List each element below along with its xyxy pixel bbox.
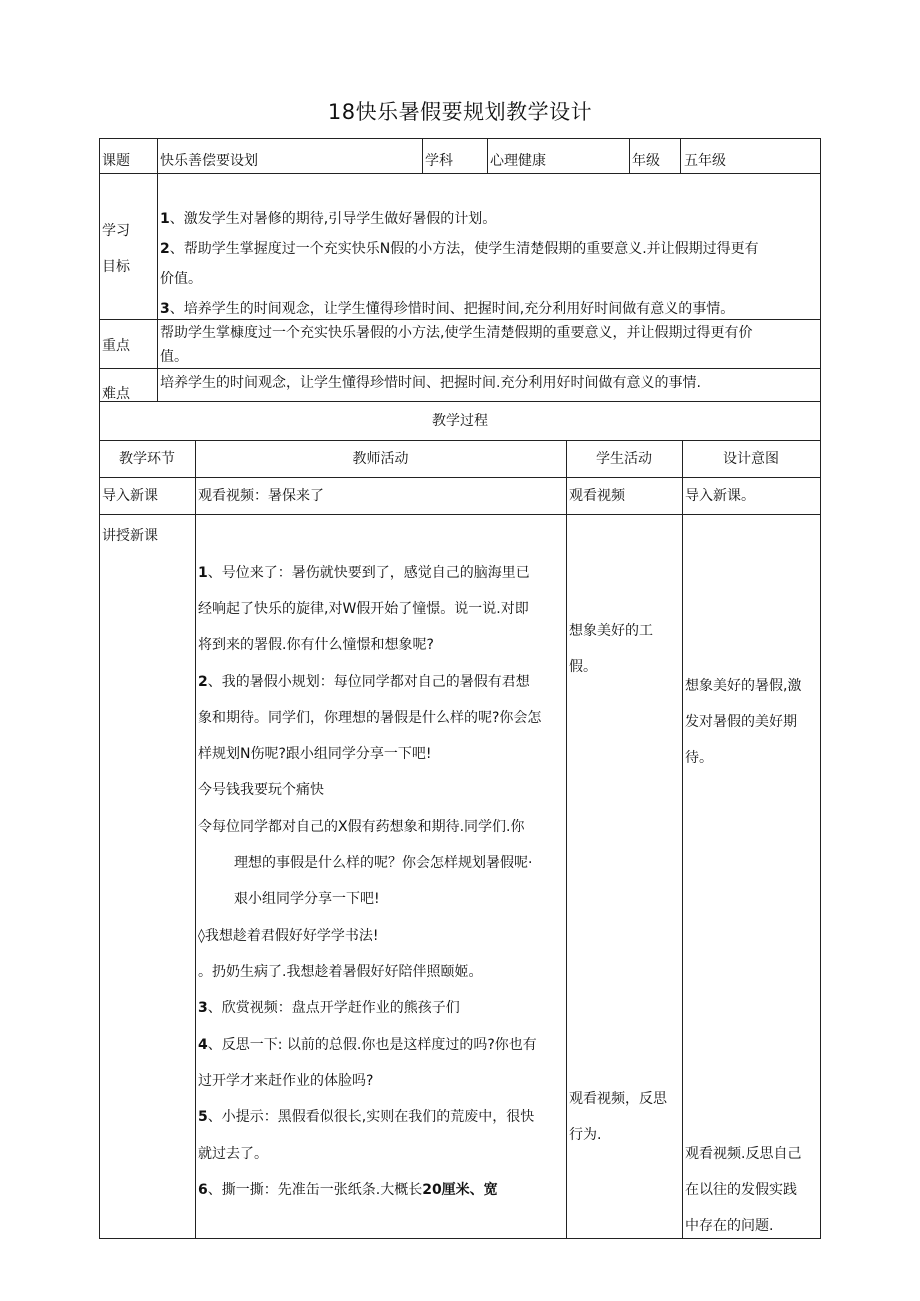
goal-text: 、激发学生对暑修的期待,引导学生做好暑假的计划。 bbox=[169, 211, 497, 227]
subject-value: 心理健康 bbox=[490, 153, 546, 169]
item-number: 2 bbox=[198, 674, 208, 690]
goal-text: 、培养学生的时间观念，让学生懂得珍惜时间、把握时间,充分利用好时间做有意义的事情。 bbox=[169, 301, 735, 317]
intro-intent: 导入新课。 bbox=[685, 488, 755, 504]
teacher-line: 今号钱我要玩个痛快 bbox=[198, 782, 324, 798]
design-intent-line: 在以往的发假实践 bbox=[685, 1182, 797, 1198]
teacher-line: 。扔奶生病了.我想趁着暑假好好陪伴照颐姬。 bbox=[198, 964, 483, 980]
teacher-text-continued: 20厘米、宽 bbox=[422, 1182, 498, 1198]
header-stage: 教学环节 bbox=[119, 451, 175, 467]
goal-text: 、帮助学生掌握度过一个充实快乐N假的小方法，使学生清楚假期的重要意义.并让假期过得更有 bbox=[169, 241, 759, 257]
header-intent: 设计意图 bbox=[723, 451, 779, 467]
teacher-line bbox=[198, 673, 530, 691]
teacher-line bbox=[198, 1108, 534, 1126]
grade-label: 年级 bbox=[632, 153, 660, 169]
item-number: 6 bbox=[198, 1182, 208, 1198]
difficulty-label: 难点 bbox=[102, 386, 130, 402]
student-activity-line: 观看视频，反思 bbox=[569, 1091, 667, 1107]
design-intent-line: 发对暑假的美好期 bbox=[685, 714, 797, 730]
teacher-text: 、我的暑假小规划：每位同学都对自己的暑假有君想 bbox=[207, 674, 530, 690]
intro-teacher: 观看视频：暑保来了 bbox=[198, 488, 324, 504]
intro-stage: 导入新课 bbox=[102, 488, 158, 504]
teacher-line: 理想的事假是什么样的呢？你会怎样规划暑假呢· bbox=[234, 855, 533, 871]
teacher-text: 、反思一下: 以前的总假.你也是这样度过的吗?你也有 bbox=[207, 1037, 537, 1053]
teacher-text: 、撕一撕：先准缶一张纸条.大概长 bbox=[207, 1182, 423, 1198]
key-point-line1: 帮助学生掌槺度过一个充实快乐暑假的小方法,使学生清楚假期的重要意义，并让假期过得更有价 bbox=[160, 325, 753, 341]
lesson-stage: 讲授新课 bbox=[102, 528, 158, 544]
teacher-line: 样规划N伤呢?跟小组同学分享一下吧! bbox=[198, 746, 432, 762]
teacher-line: 象和期待。同学们，你理想的暑假是什么样的呢?你会怎 bbox=[198, 710, 542, 726]
teacher-line: 艰小组同学分享一下吧! bbox=[234, 891, 380, 907]
teacher-text: 、欣赏视频：盘点开学赶作业的熊孩子们 bbox=[207, 1000, 460, 1016]
item-number: 4 bbox=[198, 1037, 208, 1053]
teacher-line bbox=[198, 1036, 537, 1054]
teacher-text: 、号位来了：暑伤就快要到了，感觉自己的脑海里已 bbox=[207, 565, 530, 581]
student-activity-line: 假。 bbox=[569, 659, 597, 675]
goal-item-3 bbox=[160, 300, 734, 318]
goal-item-2-continued: 价值。 bbox=[160, 271, 202, 287]
teacher-line: 就过去了。 bbox=[198, 1146, 268, 1162]
teacher-line: 过开学才来赶作业的体脸吗? bbox=[198, 1073, 374, 1089]
teacher-line bbox=[198, 1181, 498, 1199]
goals-label-line2: 目标 bbox=[102, 259, 130, 275]
teacher-line: 令每位同学都对自己的X假有药想象和期待.同学们.你 bbox=[198, 819, 525, 835]
item-number: 5 bbox=[198, 1109, 208, 1125]
grade-value: 五年级 bbox=[684, 153, 726, 169]
difficulty-text: 培养学生的时间观念，让学生懂得珍惜时间、把握时间.充分利用好时间做有意义的事情. bbox=[160, 375, 701, 391]
teacher-line bbox=[198, 564, 530, 582]
goal-number: 3 bbox=[160, 301, 170, 317]
key-point-line2: 值。 bbox=[160, 349, 188, 365]
item-number: 3 bbox=[198, 1000, 208, 1016]
course-value: 快乐善偿要设划 bbox=[160, 153, 258, 169]
student-activity-line: 行为. bbox=[569, 1127, 602, 1143]
item-number: 1 bbox=[198, 565, 208, 581]
goals-label-line1: 学习 bbox=[102, 223, 130, 239]
process-title: 教学过程 bbox=[432, 413, 488, 429]
goal-item-2 bbox=[160, 240, 759, 258]
teacher-text: 、小提示：黑假看似很长,实则在我们的荒废中，很快 bbox=[207, 1109, 535, 1125]
teacher-line: 经响起了快乐的旋律,对W假开始了憧憬。说一说.对即 bbox=[198, 601, 529, 617]
design-intent-line: 观看视频.反思自己 bbox=[685, 1146, 802, 1162]
design-intent-line: 待。 bbox=[685, 750, 713, 766]
course-label: 课题 bbox=[102, 153, 130, 169]
header-teacher: 教师活动 bbox=[352, 451, 409, 467]
key-point-label: 重点 bbox=[102, 338, 130, 354]
subject-label: 学科 bbox=[425, 153, 453, 169]
student-activity-line: 想象美好的工 bbox=[569, 623, 653, 639]
goal-number: 2 bbox=[160, 241, 170, 257]
design-intent-line: 想象美好的暑假,激 bbox=[685, 678, 802, 694]
teacher-line: ◊我想趁着君假好好学学书法! bbox=[198, 928, 379, 944]
intro-student: 观看视频 bbox=[569, 488, 625, 504]
teacher-line: 将到来的署假.你有什么憧憬和想象呢? bbox=[198, 637, 434, 653]
teacher-line bbox=[198, 999, 460, 1017]
goal-number: 1 bbox=[160, 211, 170, 227]
goal-item-1 bbox=[160, 210, 496, 228]
header-student: 学生活动 bbox=[596, 451, 652, 467]
page-title: 18快乐暑假要规划教学设计 bbox=[327, 100, 593, 124]
design-intent-line: 中存在的问题. bbox=[685, 1218, 774, 1234]
